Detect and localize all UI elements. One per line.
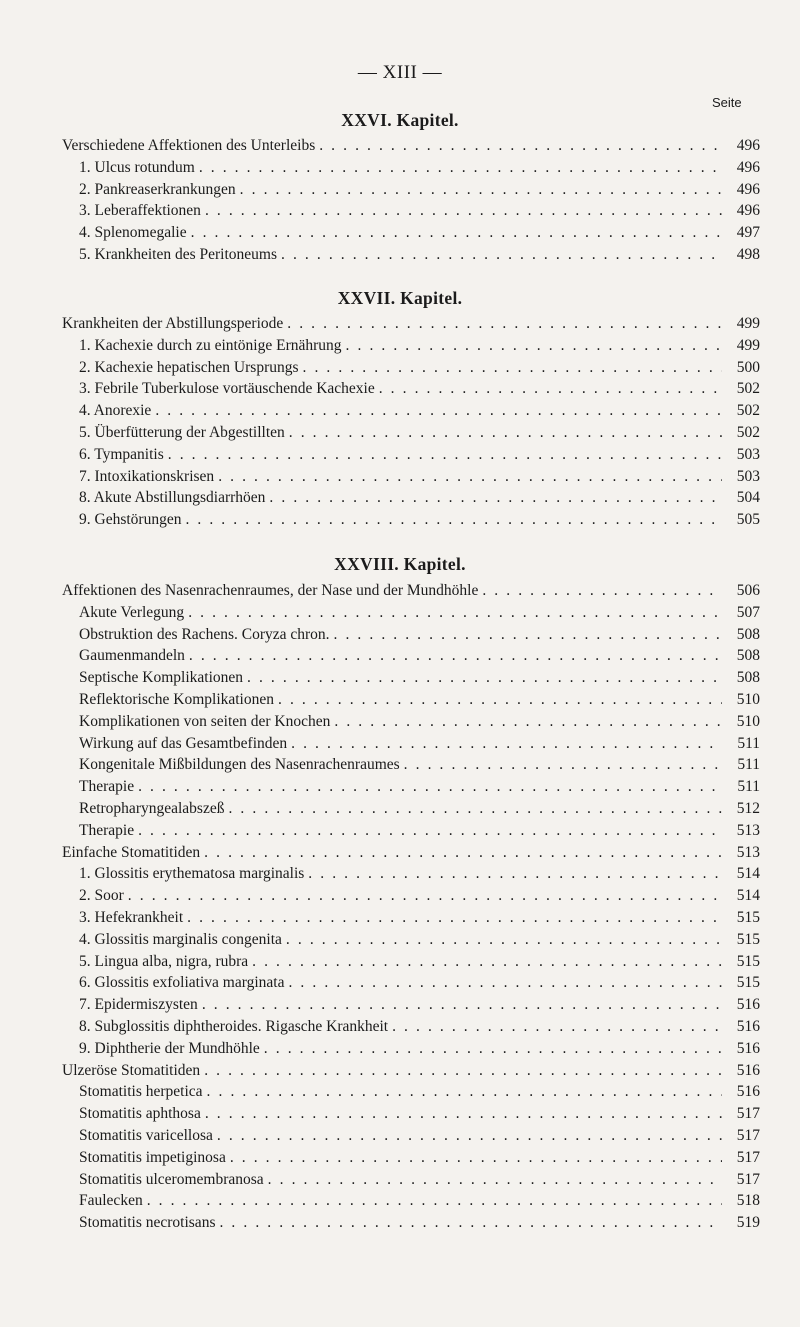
toc-leader-dots [252, 951, 722, 973]
toc-leader-dots [334, 624, 722, 646]
toc-entry-page: 502 [736, 423, 760, 441]
toc-leader-dots [269, 487, 722, 509]
toc-entry[interactable] [62, 244, 760, 266]
toc-leader-dots [264, 1038, 722, 1060]
toc-entry[interactable] [62, 1016, 760, 1038]
toc-entry-page: 508 [736, 647, 760, 665]
toc-entry[interactable] [62, 820, 760, 842]
toc-entry-page: 517 [736, 1170, 760, 1188]
toc-entry-title: Krankheiten der Abstillungsperiode [62, 315, 284, 332]
toc-leader-dots [278, 689, 722, 711]
chapter-title-28: XXVIII. Kapitel. [334, 554, 466, 574]
toc-leader-dots [205, 200, 722, 222]
toc-entry-page: 516 [736, 1061, 760, 1079]
toc-leader-dots [217, 1125, 722, 1147]
toc-entry[interactable] [62, 907, 760, 929]
toc-entry[interactable] [62, 357, 760, 379]
toc-leader-dots [404, 754, 722, 776]
toc-leader-dots [281, 244, 722, 266]
toc-leader-dots [247, 667, 722, 689]
toc-entry[interactable] [62, 313, 760, 335]
toc-entry-title: Therapie [79, 821, 135, 839]
toc-entry-title: 1. Glossitis erythematosa marginalis [79, 865, 305, 883]
toc-entry-title: Obstruktion des Rachens. Coryza chron. [79, 625, 330, 643]
toc-entry[interactable] [62, 157, 760, 179]
toc-leader-dots [204, 1060, 722, 1082]
toc-entry-title: 3. Leberaffektionen [79, 202, 201, 220]
toc-leader-dots [138, 776, 722, 798]
toc-entry[interactable] [62, 222, 760, 244]
toc-entry-title: 5. Lingua alba, nigra, rubra [79, 952, 249, 970]
toc-entry[interactable] [62, 929, 760, 951]
toc-leader-dots [188, 602, 722, 624]
toc-leader-dots [138, 820, 722, 842]
toc-entry-title: 9. Gehstörungen [79, 511, 182, 529]
toc-entry[interactable] [62, 667, 760, 689]
toc-leader-dots [240, 179, 722, 201]
toc-entry[interactable] [62, 754, 760, 776]
toc-entry-title: 4. Splenomegalie [79, 224, 187, 242]
toc-entry-page: 503 [736, 445, 760, 463]
toc-entry-page: 507 [736, 603, 760, 621]
toc-entry-title: Wirkung auf das Gesamtbefinden [79, 734, 288, 752]
toc-entry[interactable] [62, 378, 760, 400]
toc-entry-page: 513 [736, 843, 760, 861]
toc-entry-title: Septische Komplikationen [79, 669, 244, 687]
toc-entry-title: Faulecken [79, 1192, 143, 1210]
toc-entry[interactable] [62, 733, 760, 755]
toc-entry-title: Stomatitis herpetica [79, 1083, 203, 1101]
toc-entry-title: 4. Glossitis marginalis congenita [79, 930, 282, 948]
toc-entry-title: Stomatitis impetiginosa [79, 1148, 226, 1166]
toc-entry-title: 8. Akute Abstillungsdiarrhöen [79, 489, 266, 507]
toc-entry-page: 497 [736, 224, 760, 242]
toc-entry-title: Verschiedene Affektionen des Unterleibs [62, 137, 316, 154]
toc-entry-title: Stomatitis aphthosa [79, 1105, 201, 1123]
toc-leader-dots [147, 1190, 722, 1212]
toc-entry[interactable] [62, 689, 760, 711]
toc-entry-title: 2. Pankreaserkrankungen [79, 180, 236, 198]
toc-entry[interactable] [62, 1169, 760, 1191]
toc-entry-title: Retropharyngealabszeß [79, 799, 225, 817]
toc-entry-title: 1. Ulcus rotundum [79, 158, 195, 176]
toc-leader-dots [202, 994, 722, 1016]
toc-entry-page: 511 [737, 756, 760, 774]
toc-leader-dots [207, 1081, 722, 1103]
toc-entry[interactable] [62, 487, 760, 509]
toc-leader-dots [289, 422, 722, 444]
toc-entry[interactable] [62, 400, 760, 422]
toc-entry[interactable] [62, 466, 760, 488]
toc-entry-title: 5. Krankheiten des Peritoneums [79, 245, 278, 263]
toc-entry-title: Reflektorische Komplikationen [79, 690, 274, 708]
chapter-entries-26 [62, 135, 760, 266]
toc-entry-page: 518 [736, 1192, 760, 1210]
toc-leader-dots [185, 509, 722, 531]
toc-entry[interactable] [62, 645, 760, 667]
toc-entry-page: 519 [736, 1214, 760, 1232]
chapter-title-27: XXVII. Kapitel. [337, 288, 463, 308]
toc-leader-dots [189, 645, 722, 667]
toc-entry[interactable] [62, 1060, 760, 1082]
toc-entry-title: 1. Kachexie durch zu eintönige Ernährung [79, 336, 342, 354]
toc-entry[interactable] [62, 1103, 760, 1125]
toc-entry[interactable] [62, 1212, 760, 1234]
toc-leader-dots [219, 1212, 722, 1234]
toc-entry-page: 506 [736, 582, 760, 599]
toc-leader-dots [191, 222, 722, 244]
toc-entry-page: 513 [736, 821, 760, 839]
toc-entry-title: Stomatitis necrotisans [79, 1214, 216, 1232]
chapter-title-26: XXVI. Kapitel. [341, 110, 459, 130]
toc-leader-dots [128, 885, 722, 907]
toc-leader-dots [204, 842, 722, 864]
toc-entry-page: 516 [736, 996, 760, 1014]
toc-entry-title: Stomatitis ulceromembranosa [79, 1170, 264, 1188]
toc-entry-page: 499 [736, 336, 760, 354]
toc-entry-title: 2. Kachexie hepatischen Ursprungs [79, 358, 299, 376]
toc-leader-dots [168, 444, 722, 466]
toc-entry-page: 516 [736, 1083, 760, 1101]
toc-entry-page: 517 [736, 1126, 760, 1144]
toc-entry-page: 511 [737, 778, 760, 796]
toc-entry-page: 508 [736, 625, 760, 643]
toc-entry[interactable] [62, 711, 760, 733]
toc-entry-title: 7. Intoxikationskrisen [79, 467, 215, 485]
toc-entry-page: 515 [736, 930, 760, 948]
toc-entry-page: 514 [736, 887, 760, 905]
toc-entry-title: Einfache Stomatitiden [62, 843, 201, 861]
page-column-label: Seite [712, 95, 742, 110]
toc-leader-dots [287, 313, 722, 335]
toc-entry[interactable] [62, 602, 760, 624]
toc-entry[interactable] [62, 885, 760, 907]
toc-entry-page: 511 [737, 734, 760, 752]
toc-entry-title: 3. Hefekrankheit [79, 908, 184, 926]
toc-entry[interactable] [62, 200, 760, 222]
toc-entry-page: 504 [736, 489, 760, 507]
toc-entry-title: Ulzeröse Stomatitiden [62, 1061, 201, 1079]
toc-entry[interactable] [62, 1190, 760, 1212]
toc-leader-dots [308, 863, 722, 885]
toc-entry-page: 516 [736, 1039, 760, 1057]
toc-entry-title: 6. Tympanitis [79, 445, 164, 463]
toc-entry-page: 496 [736, 180, 760, 198]
toc-entry-page: 512 [736, 799, 760, 817]
toc-entry-page: 517 [736, 1105, 760, 1123]
toc-entry-page: 496 [736, 202, 760, 220]
toc-leader-dots [303, 357, 722, 379]
toc-entry-page: 510 [736, 690, 760, 708]
toc-entry[interactable] [62, 1147, 760, 1169]
toc-entry-title: 4. Anorexie [79, 402, 152, 420]
toc-leader-dots [346, 335, 722, 357]
page-number: — XIII — [357, 62, 443, 83]
toc-entry[interactable] [62, 972, 760, 994]
toc-entry[interactable] [62, 863, 760, 885]
toc-leader-dots [286, 929, 722, 951]
toc-entry-page: 516 [736, 1017, 760, 1035]
toc-entry[interactable] [62, 1038, 760, 1060]
toc-entry[interactable] [62, 1081, 760, 1103]
toc-entry-page: 496 [736, 158, 760, 176]
toc-entry[interactable] [62, 580, 760, 602]
toc-entry[interactable] [62, 509, 760, 531]
toc-entry-page: 514 [736, 865, 760, 883]
toc-leader-dots [187, 907, 722, 929]
toc-entry[interactable] [62, 444, 760, 466]
toc-entry-page: 510 [736, 712, 760, 730]
toc-entry-title: Stomatitis varicellosa [79, 1126, 213, 1144]
toc-entry-page: 515 [736, 952, 760, 970]
toc-leader-dots [199, 157, 722, 179]
toc-leader-dots [379, 378, 722, 400]
toc-leader-dots [205, 1103, 722, 1125]
toc-entry-page: 515 [736, 974, 760, 992]
toc-entry-page: 508 [736, 669, 760, 687]
toc-entry-title: 5. Überfütterung der Abgestillten [79, 423, 285, 441]
toc-entry-page: 505 [736, 511, 760, 529]
toc-entry-page: 502 [736, 402, 760, 420]
toc-leader-dots [291, 733, 722, 755]
toc-leader-dots [334, 711, 722, 733]
toc-entry-page: 503 [736, 467, 760, 485]
toc-entry[interactable] [62, 951, 760, 973]
toc-leader-dots [218, 466, 722, 488]
chapter-entries-28 [62, 580, 760, 1234]
toc-entry[interactable] [62, 335, 760, 357]
toc-entry-title: Komplikationen von seiten der Knochen [79, 712, 331, 730]
toc-leader-dots [155, 400, 722, 422]
chapter-entries-27 [62, 313, 760, 531]
toc-entry-title: 2. Soor [79, 887, 124, 905]
toc-leader-dots [319, 135, 722, 157]
toc-entry-title: 9. Diphtherie der Mundhöhle [79, 1039, 260, 1057]
toc-entry[interactable] [62, 994, 760, 1016]
toc-entry-page: 502 [736, 380, 760, 398]
toc-entry-title: 7. Epidermiszysten [79, 996, 198, 1014]
toc-leader-dots [288, 972, 722, 994]
toc-leader-dots [392, 1016, 722, 1038]
toc-entry[interactable] [62, 624, 760, 646]
toc-entry[interactable] [62, 842, 760, 864]
toc-entry[interactable] [62, 1125, 760, 1147]
toc-entry-title: 3. Febrile Tuberkulose vortäuschende Kachexie [79, 380, 375, 398]
toc-entry-page: 499 [736, 315, 760, 332]
toc-entry-title: 6. Glossitis exfoliativa marginata [79, 974, 285, 992]
toc-entry[interactable] [62, 798, 760, 820]
toc-entry[interactable] [62, 179, 760, 201]
toc-leader-dots [230, 1147, 722, 1169]
toc-leader-dots [482, 580, 722, 602]
toc-entry-page: 496 [736, 137, 760, 154]
toc-entry-title: Affektionen des Nasenrachenraumes, der Nase und der Mundhöhle [62, 582, 479, 599]
toc-entry[interactable] [62, 422, 760, 444]
toc-entry[interactable] [62, 135, 760, 157]
toc-entry-title: Therapie [79, 778, 135, 796]
toc-entry-page: 500 [736, 358, 760, 376]
toc-leader-dots [228, 798, 722, 820]
toc-entry-title: Akute Verlegung [79, 603, 185, 621]
toc-leader-dots [268, 1169, 722, 1191]
toc-entry-page: 498 [736, 245, 760, 263]
toc-entry-page: 515 [736, 908, 760, 926]
toc-entry-title: 8. Subglossitis diphtheroides. Rigasche Krankheit [79, 1017, 389, 1035]
toc-entry-title: Gaumenmandeln [79, 647, 185, 665]
toc-entry-page: 517 [736, 1148, 760, 1166]
toc-entry-title: Kongenitale Mißbildungen des Nasenrachenraumes [79, 756, 400, 774]
toc-entry[interactable] [62, 776, 760, 798]
